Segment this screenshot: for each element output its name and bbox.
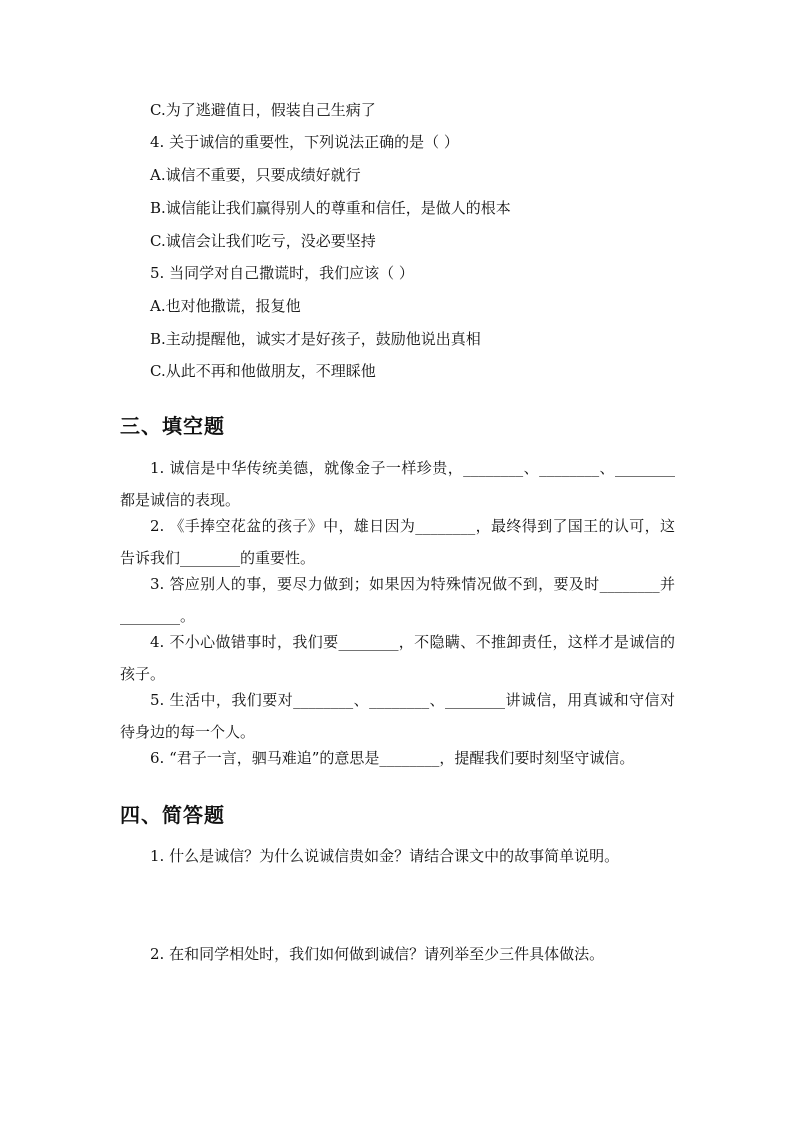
fill-item-5 xyxy=(120,684,675,748)
q4-option-b: B.诚信能让我们赢得别人的尊重和信任，是做人的根本 xyxy=(150,199,511,217)
q5-option-a: A.也对他撒谎，报复他 xyxy=(150,297,301,315)
fill-item-3 xyxy=(120,568,675,632)
fill-item-3-text: 3. 答应别人的事，要尽力做到；如果因为特殊情况做不到，要及时________并________。 xyxy=(120,575,675,625)
short-answer-2: 2. 在和同学相处时，我们如何做到诚信？请列举至少三件具体做法。 xyxy=(150,945,605,963)
fill-item-1-text: 1. 诚信是中华传统美德，就像金子一样珍贵，________、________、________都是诚信的表现。 xyxy=(120,459,675,509)
q4-question: 4. 关于诚信的重要性，下列说法正确的是（ ） xyxy=(150,133,459,151)
section3-heading: 三、填空题 xyxy=(120,414,225,438)
fill-item-2 xyxy=(120,510,675,574)
q4-option-a: A.诚信不重要，只要成绩好就行 xyxy=(150,166,361,184)
q5-question: 5. 当同学对自己撒谎时，我们应该（ ） xyxy=(150,264,414,282)
q5-option-c: C.从此不再和他做朋友，不理睬他 xyxy=(150,362,376,380)
fill-item-4-text: 4. 不小心做错事时，我们要________，不隐瞒、不推卸责任，这样才是诚信的孩子。 xyxy=(120,633,675,683)
q3-option-c: C.为了逃避值日，假装自己生病了 xyxy=(150,101,376,119)
fill-item-5-text: 5. 生活中，我们要对________、________、________讲诚信，用真诚和守信对待身边的每一个人。 xyxy=(120,691,675,741)
fill-item-1 xyxy=(120,452,675,516)
fill-item-6 xyxy=(120,742,675,774)
section4-heading: 四、简答题 xyxy=(120,803,225,827)
fill-item-6-text: 6. “君子一言，驷马难追”的意思是________，提醒我们要时刻坚守诚信。 xyxy=(150,749,635,767)
fill-item-4 xyxy=(120,626,675,690)
q5-option-b: B.主动提醒他，诚实才是好孩子，鼓励他说出真相 xyxy=(150,330,481,348)
short-answer-1: 1. 什么是诚信？为什么说诚信贵如金？请结合课文中的故事简单说明。 xyxy=(150,847,620,865)
q4-option-c: C.诚信会让我们吃亏，没必要坚持 xyxy=(150,232,376,250)
fill-item-2-text: 2. 《手捧空花盆的孩子》中，雄日因为________，最终得到了国王的认可，这告诉我们________的重要性。 xyxy=(120,517,675,567)
